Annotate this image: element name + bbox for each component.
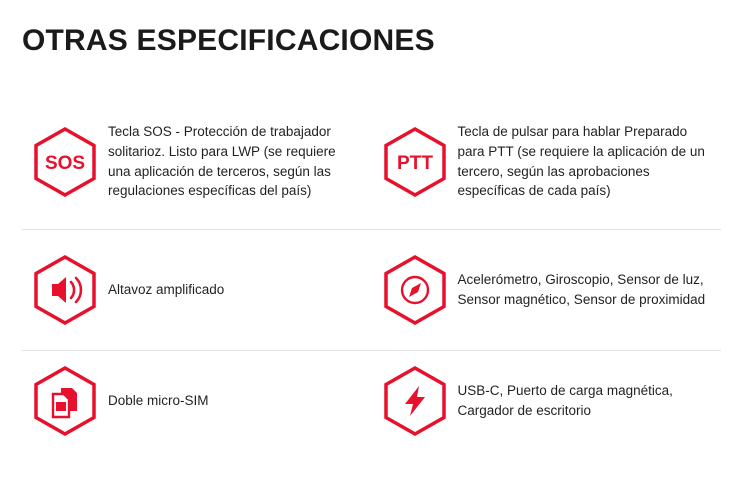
- icon-wrap: [372, 126, 458, 198]
- icon-wrap: [22, 126, 108, 198]
- ptt-hexagon-icon: [381, 126, 449, 198]
- page-title: OTRAS ESPECIFICACIONES: [22, 24, 435, 57]
- spec-row: [22, 95, 721, 230]
- spec-text: Tecla de pulsar para hablar Preparado para PTT (se requiere la aplicación de un tercero, según las aprobaciones específicas de cada país): [457, 124, 705, 199]
- icon-wrap: [22, 365, 108, 437]
- spec-row: [22, 230, 721, 351]
- sos-hexagon-icon: [31, 126, 99, 198]
- spec-text: Altavoz amplificado: [108, 281, 225, 297]
- loud-speaker-hexagon-icon: [31, 254, 99, 326]
- spec-text: Doble micro-SIM: [108, 392, 209, 408]
- spec-text: Tecla SOS - Protección de trabajador solitarioz. Listo para LWP (se requiere una aplicación de terceros, según las regulaciones específicas del país): [108, 124, 336, 199]
- spec-item-speaker: [22, 230, 372, 350]
- spec-text: USB-C, Puerto de carga magnética, Cargador de escritorio: [457, 382, 673, 418]
- spec-item-dual-sim: [22, 351, 372, 451]
- icon-wrap: [372, 365, 458, 437]
- spec-item-charging: [372, 351, 722, 451]
- ptt-icon-label: PTT: [396, 152, 433, 174]
- charging-bolt-hexagon-icon: [381, 365, 449, 437]
- spec-item-ptt: [372, 95, 722, 229]
- spec-item-sos: [22, 95, 372, 229]
- dual-sim-hexagon-icon: [31, 365, 99, 437]
- spec-row: [22, 351, 721, 451]
- spec-text: Acelerómetro, Giroscopio, Sensor de luz, Sensor magnético, Sensor de proximidad: [457, 271, 706, 307]
- spec-grid: [22, 95, 721, 451]
- icon-wrap: [22, 254, 108, 326]
- sos-icon-label: SOS: [44, 152, 86, 174]
- icon-wrap: [372, 254, 458, 326]
- spec-item-sensors: [372, 230, 722, 350]
- compass-sensor-hexagon-icon: [381, 254, 449, 326]
